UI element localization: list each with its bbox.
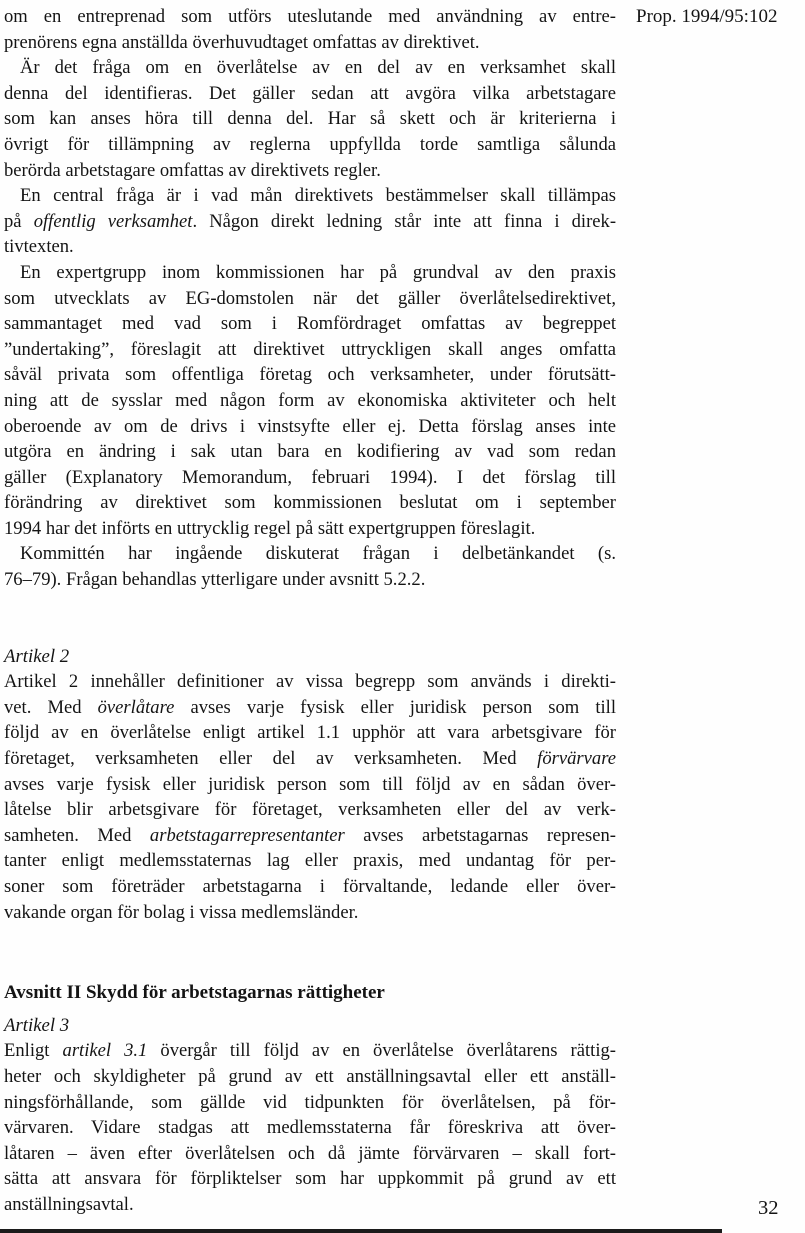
emphasis-text: förvärvare [537, 748, 616, 770]
section-heading: Artikel 2 [4, 645, 70, 667]
margin-note: Prop. 1994/95:102 [636, 6, 778, 27]
text-line: 76–79). Frågan behandlas ytterligare under avsnitt 5.2.2. [4, 569, 426, 591]
section-heading: Artikel 3 [4, 1014, 70, 1036]
paragraph [4, 55, 616, 183]
text-line: sammantaget med vad som i Romfördraget omfattas av begreppet [4, 313, 616, 335]
text-line: såväl privata som offentliga företag och verksamheter, under förutsätt- [4, 364, 616, 386]
text-line: övrigt för tillämpning av reglerna uppfyllda torde samtliga sålunda [4, 133, 616, 155]
paragraph [4, 1038, 616, 1217]
section-heading: Avsnitt II Skydd för arbetstagarnas rättigheter [4, 982, 385, 1004]
text-line: oberoende av om de drivs i vinstsyfte eller ej. Detta förslag anses inte [4, 415, 616, 437]
text-line: sätta att ansvara för förpliktelser som har uppkommit på grund av ett [4, 1168, 616, 1190]
text-line: tanter enligt medlemsstaternas lag eller praxis, med undantag för per- [4, 850, 616, 872]
text-line: denna del identifieras. Det gäller sedan att avgöra vilka arbetstagare [4, 82, 616, 104]
text-line: ”undertaking”, föreslagit att direktivet uttryckligen skall anges omfatta [4, 338, 616, 360]
text-line: förändring av direktivet som kommissionen beslutat om i september [4, 492, 616, 514]
paragraph [4, 4, 616, 55]
text-line: tivtexten. [4, 236, 74, 258]
text-line: Är det fråga om en överlåtelse av en del av en verksamhet skall [20, 57, 616, 79]
text-line: samheten. Med arbetstagarrepresentanter avses arbetstagarnas represen- [4, 824, 616, 846]
text-line: som utvecklats av EG-domstolen när det gäller överlåtelsedirektivet, [4, 287, 616, 309]
text-line: låtelse blir arbetsgivare för företaget, verksamheten eller del av verk- [4, 799, 616, 821]
text-line: prenörens egna anställda överhuvudtaget omfattas av direktivet. [4, 31, 480, 53]
text-line: på offentlig verksamhet. Någon direkt ledning står inte att finna i direk- [4, 210, 617, 232]
text-line: berörda arbetstagare omfattas av direktivets regler. [4, 159, 381, 181]
document-body [4, 4, 616, 1218]
emphasis-text: offentlig verksamhet [33, 210, 193, 232]
text-line: låtaren – även efter överlåtelsen och då jämte förvärvaren – skall fort- [4, 1142, 616, 1164]
text-line: Enligt artikel 3.1 övergår till följd av en överlåtelse överlåtarens rättig- [4, 1040, 616, 1062]
emphasis-text: arbetstagarrepresentanter [149, 824, 345, 846]
text-line: utgöra en ändring i sak utan bara en kodifiering av vad som redan [4, 441, 616, 463]
text-line: En expertgrupp inom kommissionen har på grundval av den praxis [20, 261, 616, 283]
text-line: gäller (Explanatory Memorandum, februari 1994). I det förslag till [4, 466, 616, 488]
text-line: om en entreprenad som utförs uteslutande med användning av entre- [4, 6, 616, 27]
emphasis-text: överlåtare [97, 696, 175, 718]
scan-artifact-strip [0, 1229, 722, 1233]
text-line: Artikel 2 innehåller definitioner av vissa begrepp som används i direkti- [4, 671, 616, 693]
text-line: ning att de sysslar med någon form av ekonomiska aktiviteter och helt [4, 389, 616, 411]
paragraph [4, 260, 616, 542]
text-line: ningsförhållande, som gällde vid tidpunkten för överlåtelsen, på för- [4, 1091, 616, 1113]
paragraph [4, 541, 616, 592]
paragraph [4, 183, 616, 260]
text-line: värvaren. Vidare stadgas att medlemsstaterna får föreskriva att över- [4, 1117, 616, 1139]
text-line: vet. Med överlåtare avses varje fysisk eller juridisk person som till [4, 696, 616, 718]
text-line: företaget, verksamheten eller del av verksamheten. Med förvärvare [4, 748, 616, 770]
text-line: avses varje fysisk eller juridisk person som till följd av en sådan över- [4, 773, 616, 795]
page-number: 32 [758, 1197, 779, 1219]
text-line: Kommittén har ingående diskuterat frågan i delbetänkandet (s. [20, 543, 616, 565]
text-line: vakande organ för bolag i vissa medlemsländer. [4, 901, 359, 923]
text-line: heter och skyldigheter på grund av ett anställningsavtal eller ett anställ- [4, 1065, 616, 1087]
paragraph [4, 669, 616, 925]
text-line: följd av en överlåtelse enligt artikel 1.1 upphör att vara arbetsgivare för [4, 722, 616, 744]
text-line: som kan anses höra till denna del. Har så skett och är kriterierna i [4, 108, 616, 130]
emphasis-text: artikel 3.1 [62, 1040, 148, 1062]
text-line: En central fråga är i vad mån direktivets bestämmelser skall tillämpas [20, 185, 616, 207]
text-line: soner som företräder arbetstagarna i förvaltande, ledande eller över- [4, 876, 616, 897]
text-line: 1994 har det införts en uttrycklig regel på sätt expertgruppen föreslagit. [4, 517, 536, 539]
text-line: anställningsavtal. [4, 1193, 134, 1215]
